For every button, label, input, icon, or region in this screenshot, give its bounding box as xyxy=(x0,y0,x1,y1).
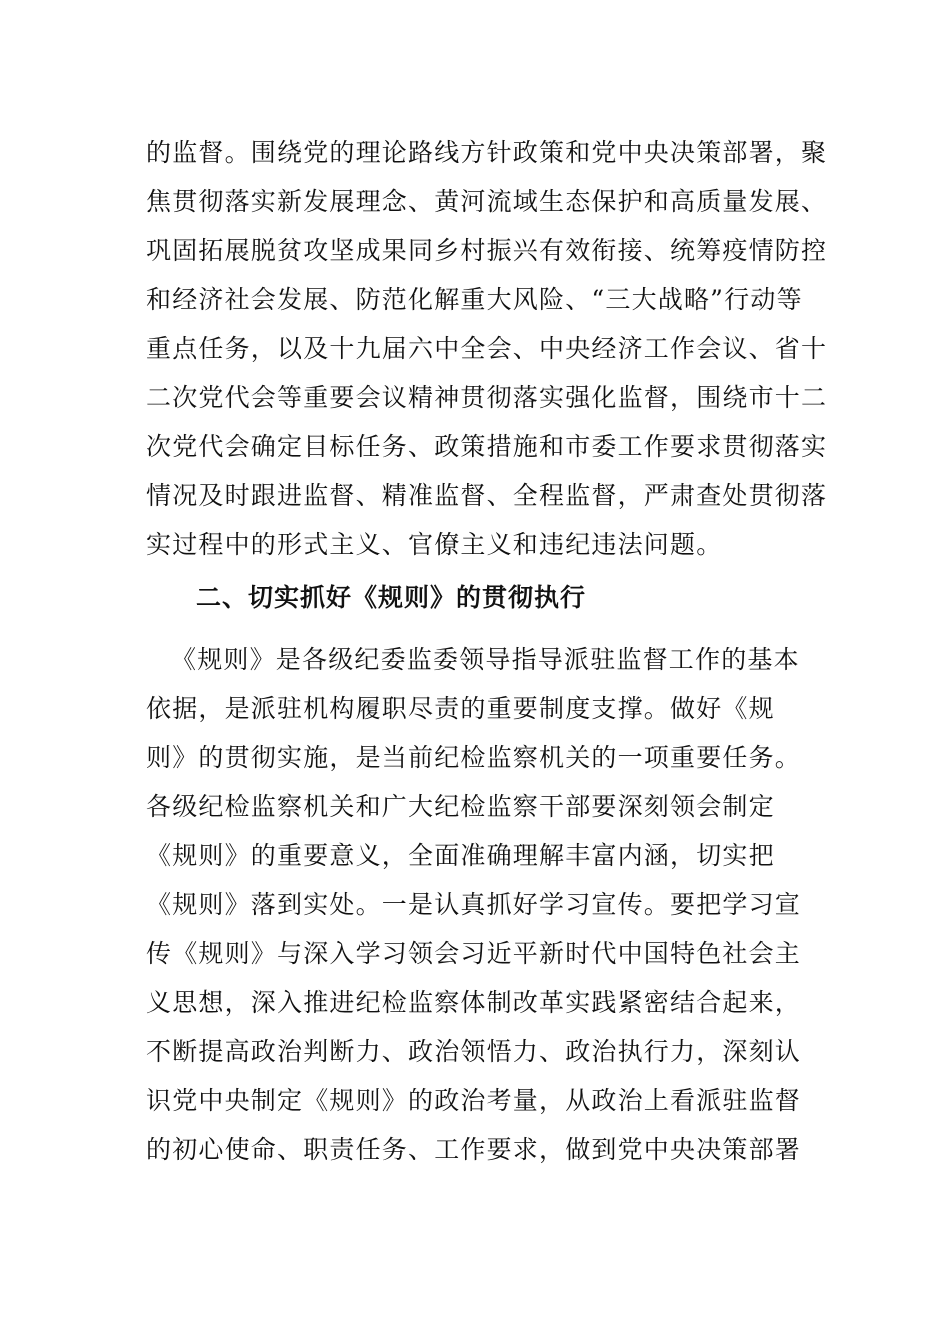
text-line: 实过程中的形式主义、官僚主义和违纪违法问题。 xyxy=(146,530,723,559)
text-line: 二次党代会等重要会议精神贯彻落实强化监督，围绕市十二 xyxy=(146,383,828,412)
text-line: 依据，是派驻机构履职尽责的重要制度支撑。做好《规 xyxy=(146,694,775,723)
text-line: 焦贯彻落实新发展理念、黄河流域生态保护和高质量发展、 xyxy=(146,187,828,216)
text-line: 《规则》是各级纪委监委领导指导派驻监督工作的基本 xyxy=(171,645,800,674)
text-line: 义思想，深入推进纪检监察体制改革实践紧密结合起来， xyxy=(146,988,802,1017)
text-line: 的初心使命、职责任务、工作要求，做到党中央决策部署 xyxy=(146,1135,802,1164)
text-line: 各级纪检监察机关和广大纪检监察干部要深刻领会制定 xyxy=(146,792,775,821)
text-line: 巩固拓展脱贫攻坚成果同乡村振兴有效衔接、统筹疫情防控 xyxy=(146,236,828,265)
text-line: 《规则》落到实处。一是认真抓好学习宣传。要把学习宣 xyxy=(146,890,802,919)
text-line: 的监督。围绕党的理论路线方针政策和党中央决策部署，聚 xyxy=(146,138,828,167)
text-line: 传《规则》与深入学习领会习近平新时代中国特色社会主 xyxy=(146,939,802,968)
text-line: 识党中央制定《规则》的政治考量，从政治上看派驻监督 xyxy=(146,1086,802,1115)
section-heading: 二、切实抓好《规则》的贯彻执行 xyxy=(196,583,587,612)
text-line: 不断提高政治判断力、政治领悟力、政治执行力，深刻认 xyxy=(146,1037,802,1066)
text-line: 则》的贯彻实施，是当前纪检监察机关的一项重要任务。 xyxy=(146,743,802,772)
text-line: 情况及时跟进监督、精准监督、全程监督，严肃查处贯彻落 xyxy=(146,481,828,510)
text-line: 《规则》的重要意义，全面准确理解丰富内涵，切实把 xyxy=(146,841,775,870)
text-line: 重点任务，以及十九届六中全会、中央经济工作会议、省十 xyxy=(146,334,828,363)
text-line: 次党代会确定目标任务、政策措施和市委工作要求贯彻落实 xyxy=(146,432,828,461)
text-line: 和经济社会发展、防范化解重大风险、“三大战略”行动等 xyxy=(146,285,803,314)
